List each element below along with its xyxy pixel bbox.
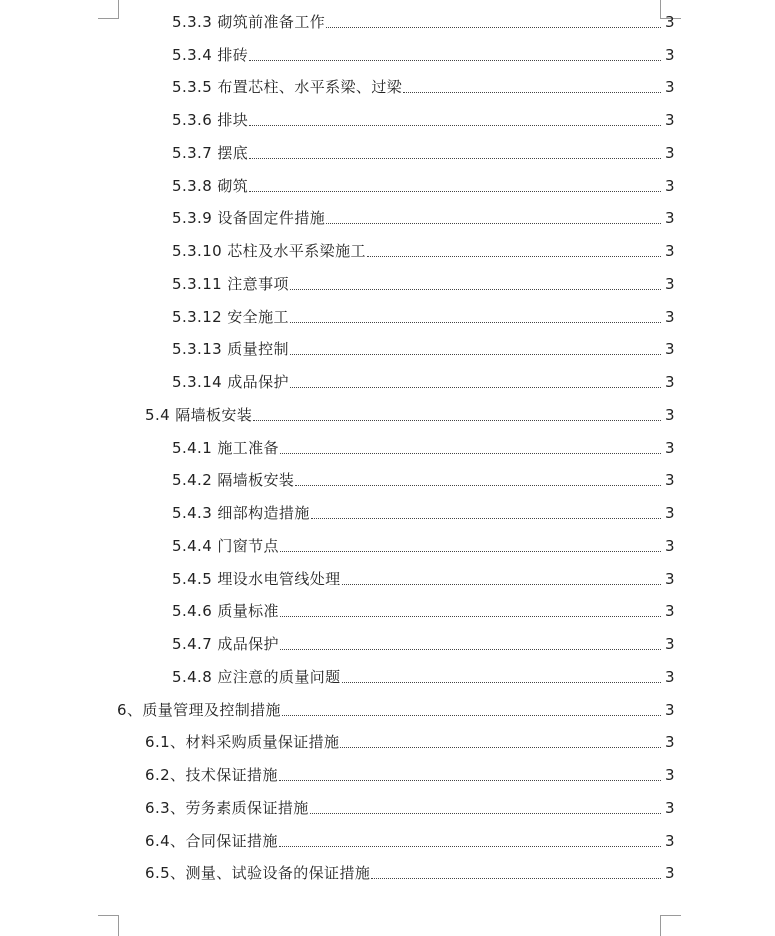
toc-entry[interactable] [0,465,775,498]
toc-dot-leader [342,681,661,683]
toc-page-number: 3 [665,831,675,850]
toc-page-number: 3 [665,143,675,162]
toc-dot-leader [282,714,661,716]
toc-entry[interactable] [0,727,775,760]
toc-entry-title: 5.4.1 施工准备 [172,438,279,457]
toc-dot-leader [280,648,661,650]
toc-dot-leader [371,877,661,879]
toc-page-number: 3 [665,733,675,752]
toc-page-number: 3 [665,602,675,621]
toc-page-number: 3 [665,536,675,555]
toc-entry-title: 5.3.10 芯柱及水平系梁施工 [172,242,366,261]
toc-page-number: 3 [665,274,675,293]
toc-entry[interactable] [0,301,775,334]
toc-entry[interactable] [0,628,775,661]
toc-dot-leader [367,255,661,257]
toc-entry-title: 5.4.7 成品保护 [172,635,279,654]
toc-dot-leader [290,386,661,388]
toc-page-number: 3 [665,766,675,785]
toc-dot-leader [290,288,661,290]
toc-dot-leader [279,779,661,781]
toc-entry-title: 5.3.11 注意事项 [172,274,289,293]
toc-entry-title: 6.5、测量、试验设备的保证措施 [145,864,371,883]
toc-entry[interactable] [0,596,775,629]
toc-page-number: 3 [665,798,675,817]
toc-dot-leader [340,746,661,748]
toc-dot-leader [290,353,661,355]
toc-entry[interactable] [0,39,775,72]
toc-dot-leader [249,157,661,159]
toc-dot-leader [280,452,661,454]
toc-page-number: 3 [665,307,675,326]
toc-page-number: 3 [665,667,675,686]
toc-page-number: 3 [665,373,675,392]
toc-entry[interactable] [0,235,775,268]
toc-dot-leader [249,59,661,61]
toc-entry-title: 5.3.7 摆底 [172,143,249,162]
toc-page-number: 3 [665,111,675,130]
toc-entry-title: 5.4.4 门窗节点 [172,536,279,555]
toc-entry[interactable] [0,203,775,236]
toc-entry-title: 5.4 隔墙板安装 [145,405,253,424]
toc-entry[interactable] [0,694,775,727]
toc-entry-title: 5.3.12 安全施工 [172,307,289,326]
toc-dot-leader [249,124,661,126]
toc-entry[interactable] [0,530,775,563]
table-of-contents [0,6,775,890]
toc-entry[interactable] [0,825,775,858]
toc-dot-leader [403,91,661,93]
toc-page-number: 3 [665,242,675,261]
toc-dot-leader [326,26,661,28]
toc-entry-title: 5.4.8 应注意的质量问题 [172,667,341,686]
toc-entry[interactable] [0,497,775,530]
toc-entry-title: 5.3.6 排块 [172,111,249,130]
toc-entry[interactable] [0,399,775,432]
toc-page-number: 3 [665,78,675,97]
toc-page-number: 3 [665,405,675,424]
crop-mark-bottom-left [98,915,119,936]
toc-entry-title: 6.2、技术保证措施 [145,766,278,785]
toc-entry[interactable] [0,334,775,367]
toc-entry-title: 5.3.9 设备固定件措施 [172,209,326,228]
toc-entry[interactable] [0,6,775,39]
toc-page-number: 3 [665,438,675,457]
toc-page-number: 3 [665,700,675,719]
toc-entry[interactable] [0,268,775,301]
toc-entry[interactable] [0,792,775,825]
toc-dot-leader [295,484,661,486]
toc-entry[interactable] [0,170,775,203]
toc-page-number: 3 [665,209,675,228]
toc-entry-title: 6.3、劳务素质保证措施 [145,798,309,817]
toc-entry-title: 5.4.2 隔墙板安装 [172,471,295,490]
toc-entry-title: 5.3.14 成品保护 [172,373,289,392]
toc-page-number: 3 [665,635,675,654]
toc-entry-title: 6.1、材料采购质量保证措施 [145,733,340,752]
toc-dot-leader [249,190,661,192]
toc-entry-title: 5.3.8 砌筑 [172,176,249,195]
toc-entry[interactable] [0,759,775,792]
toc-dot-leader [280,615,661,617]
toc-entry-title: 5.3.3 砌筑前准备工作 [172,12,326,31]
toc-dot-leader [279,845,661,847]
toc-page-number: 3 [665,569,675,588]
toc-dot-leader [342,583,661,585]
toc-page-number: 3 [665,340,675,359]
toc-entry-title: 5.3.4 排砖 [172,45,249,64]
toc-entry-title: 5.4.5 埋设水电管线处理 [172,569,341,588]
toc-page-number: 3 [665,45,675,64]
toc-dot-leader [310,812,661,814]
toc-entry[interactable] [0,432,775,465]
toc-entry-title: 6.4、合同保证措施 [145,831,278,850]
toc-entry[interactable] [0,104,775,137]
toc-page-number: 3 [665,504,675,523]
toc-dot-leader [290,321,661,323]
toc-dot-leader [253,419,661,421]
toc-page-number: 3 [665,12,675,31]
toc-entry[interactable] [0,72,775,105]
toc-dot-leader [280,550,661,552]
toc-page-number: 3 [665,176,675,195]
toc-dot-leader [326,222,661,224]
toc-entry-title: 5.3.5 布置芯柱、水平系梁、过梁 [172,78,403,97]
toc-entry[interactable] [0,137,775,170]
toc-page-number: 3 [665,864,675,883]
toc-entry-title: 5.3.13 质量控制 [172,340,289,359]
toc-entry-title: 5.4.3 细部构造措施 [172,504,310,523]
toc-entry-title: 6、质量管理及控制措施 [117,700,281,719]
toc-entry[interactable] [0,563,775,596]
toc-entry[interactable] [0,366,775,399]
toc-dot-leader [311,517,661,519]
toc-entry-title: 5.4.6 质量标准 [172,602,279,621]
toc-page-number: 3 [665,471,675,490]
toc-entry[interactable] [0,858,775,891]
toc-entry[interactable] [0,661,775,694]
crop-mark-bottom-right [660,915,681,936]
